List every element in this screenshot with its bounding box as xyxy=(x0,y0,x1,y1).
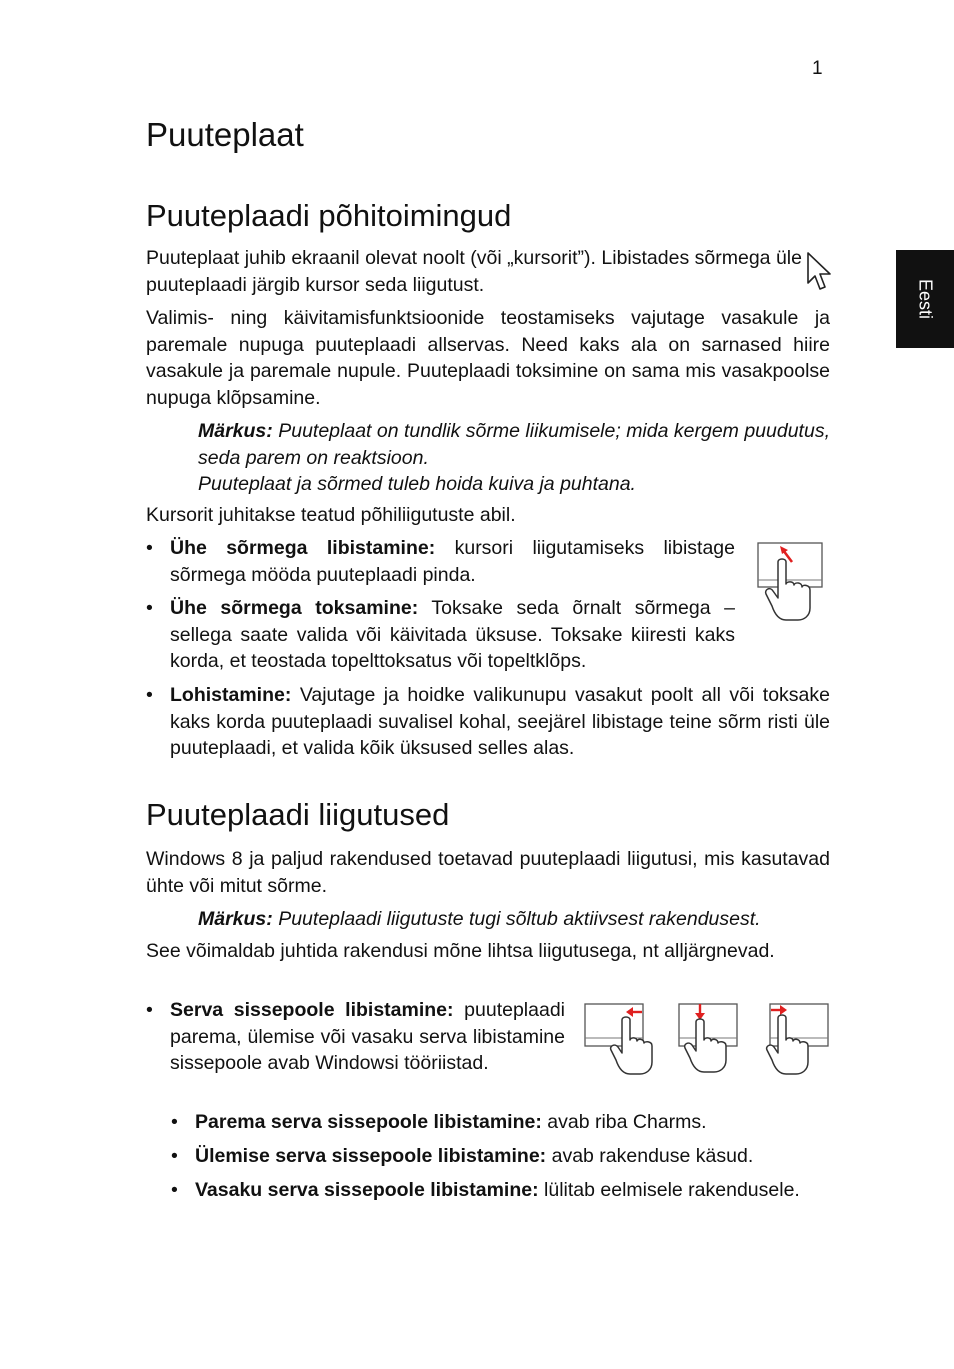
sub-bullet-text: avab rakenduse käsud. xyxy=(551,1145,754,1167)
page-number: 1 xyxy=(812,58,823,79)
bullet-drag: • Lohistamine: Vajutage ja hoidke valikunupu vasakut poolt all või toksake kaks korda puuteplaadi suvalisel kohal, seejärel libistage teine sõrm risti üle puuteplaadi, et valida kõik üksused selles alas. xyxy=(146,684,830,759)
note-text: Puuteplaat on tundlik sõrme liikumisele; mida kergem puudutus, seda parem on reaktsioon. xyxy=(198,420,830,469)
bullet-edge-swipe: • Serva sissepoole libistamine: puuteplaadi parema, ülemise või vasaku serva libistamine sissepoole avab Windowsi tööriistad. xyxy=(146,999,565,1074)
bullet-label: Ühe sõrmega libistamine: xyxy=(170,537,436,559)
top-edge-swipe-icon xyxy=(679,1004,737,1072)
bullet-text: Vajutage ja hoidke valikunupu vasakut poolt all või toksake kaks korda puuteplaadi suvalisel kohal, seejärel libistage teine sõrm risti üle puuteplaadi, et valida kõik üksused selles alas. xyxy=(170,684,830,759)
note-text: Puuteplaadi liigutuste tugi sõltub aktiivsest rakendusest. xyxy=(278,908,761,930)
sub-bullet-label: Parema serva sissepoole libistamine: xyxy=(195,1111,542,1133)
note-label: Märkus: xyxy=(198,908,273,930)
note-line-2: Puuteplaat ja sõrmed tuleb hoida kuiva ja puhtana. xyxy=(198,473,636,495)
language-tab xyxy=(896,250,954,348)
section-heading-basics: Puuteplaadi põhitoimingud xyxy=(146,198,512,233)
bullet-text: Toksake seda õrnalt sõrmega – sellega saate valida või käivitada üksuse. Toksake kiiresti kaks korda, et teostada topelttoksatus või topeltklõps. xyxy=(170,597,735,672)
bullet-text: puuteplaadi parema, ülemise või vasaku serva libistamine sissepoole avab Windowsi tööriistad. xyxy=(170,999,565,1074)
bullet-text: kursori liigutamiseks libistage sõrmega mööda puuteplaadi pinda. xyxy=(170,537,735,586)
left-edge-swipe-icon xyxy=(767,1004,828,1074)
sub-bullet-label: Vasaku serva sissepoole libistamine: xyxy=(195,1179,539,1201)
edge-swipe-illustrations xyxy=(582,1000,832,1080)
sub-bullet-right-edge: • Parema serva sissepoole libistamine: avab riba Charms. xyxy=(171,1111,707,1133)
bullet-label: Serva sissepoole libistamine: xyxy=(170,999,454,1021)
note-label: Märkus: xyxy=(198,420,273,442)
basics-note xyxy=(198,418,830,498)
gestures-para-2: See võimaldab juhtida rakendusi mõne lihtsa liigutusega, nt alljärgnevad. xyxy=(146,940,775,962)
touchpad-slide-illustration xyxy=(752,540,826,624)
bullet-label: Ühe sõrmega toksamine: xyxy=(170,597,419,619)
cursor-arrow-icon xyxy=(806,251,832,293)
gestures-section-intro: Windows 8 ja paljud rakendused toetavad puuteplaadi liigutusi, mis kasutavad ühte või mitut sõrme. xyxy=(146,848,830,897)
gestures-note xyxy=(198,906,830,933)
section-heading-gestures: Puuteplaadi liigutused xyxy=(146,797,450,832)
sub-bullet-top-edge: • Ülemise serva sissepoole libistamine: avab rakenduse käsud. xyxy=(171,1145,754,1167)
basics-intro-1: Puuteplaat juhib ekraanil olevat noolt (või „kursorit”). Libistades sõrmega üle puuteplaadi järgib kursor seda liigutust. xyxy=(146,247,802,296)
sub-bullet-label: Ülemise serva sissepoole libistamine: xyxy=(195,1145,547,1167)
bullet-single-finger-slide: • Ühe sõrmega libistamine: kursori liigutamiseks libistage sõrmega mööda puuteplaadi pinda. xyxy=(146,537,735,586)
right-edge-swipe-icon xyxy=(585,1004,652,1074)
language-tab-label: Eesti xyxy=(915,278,936,320)
basics-intro-2: Valimis- ning käivitamisfunktsioonide teostamiseks vajutage vasakule ja paremale nupuga puuteplaadi allservas. Need kaks ala on sarnased hiire vasakule ja paremale nupule. Puuteplaadi toksimine on sama mis vasakpoolse nupuga klõpsamine. xyxy=(146,307,830,409)
page-title: Puuteplaat xyxy=(146,116,304,153)
sub-bullet-text: lülitab eelmisele rakendusele. xyxy=(544,1179,800,1201)
bullet-single-finger-tap: • Ühe sõrmega toksamine: Toksake seda õrnalt sõrmega – sellega saate valida või käivitada üksuse. Toksake kiiresti kaks korda, et teostada topelttoksatus või topeltklõps. xyxy=(146,597,735,672)
sub-bullet-left-edge: • Vasaku serva sissepoole libistamine: lülitab eelmisele rakendusele. xyxy=(171,1179,800,1201)
bullet-label: Lohistamine: xyxy=(170,684,292,706)
gestures-intro: Kursorit juhitakse teatud põhiliigutuste abil. xyxy=(146,504,516,526)
sub-bullet-text: avab riba Charms. xyxy=(547,1111,707,1133)
